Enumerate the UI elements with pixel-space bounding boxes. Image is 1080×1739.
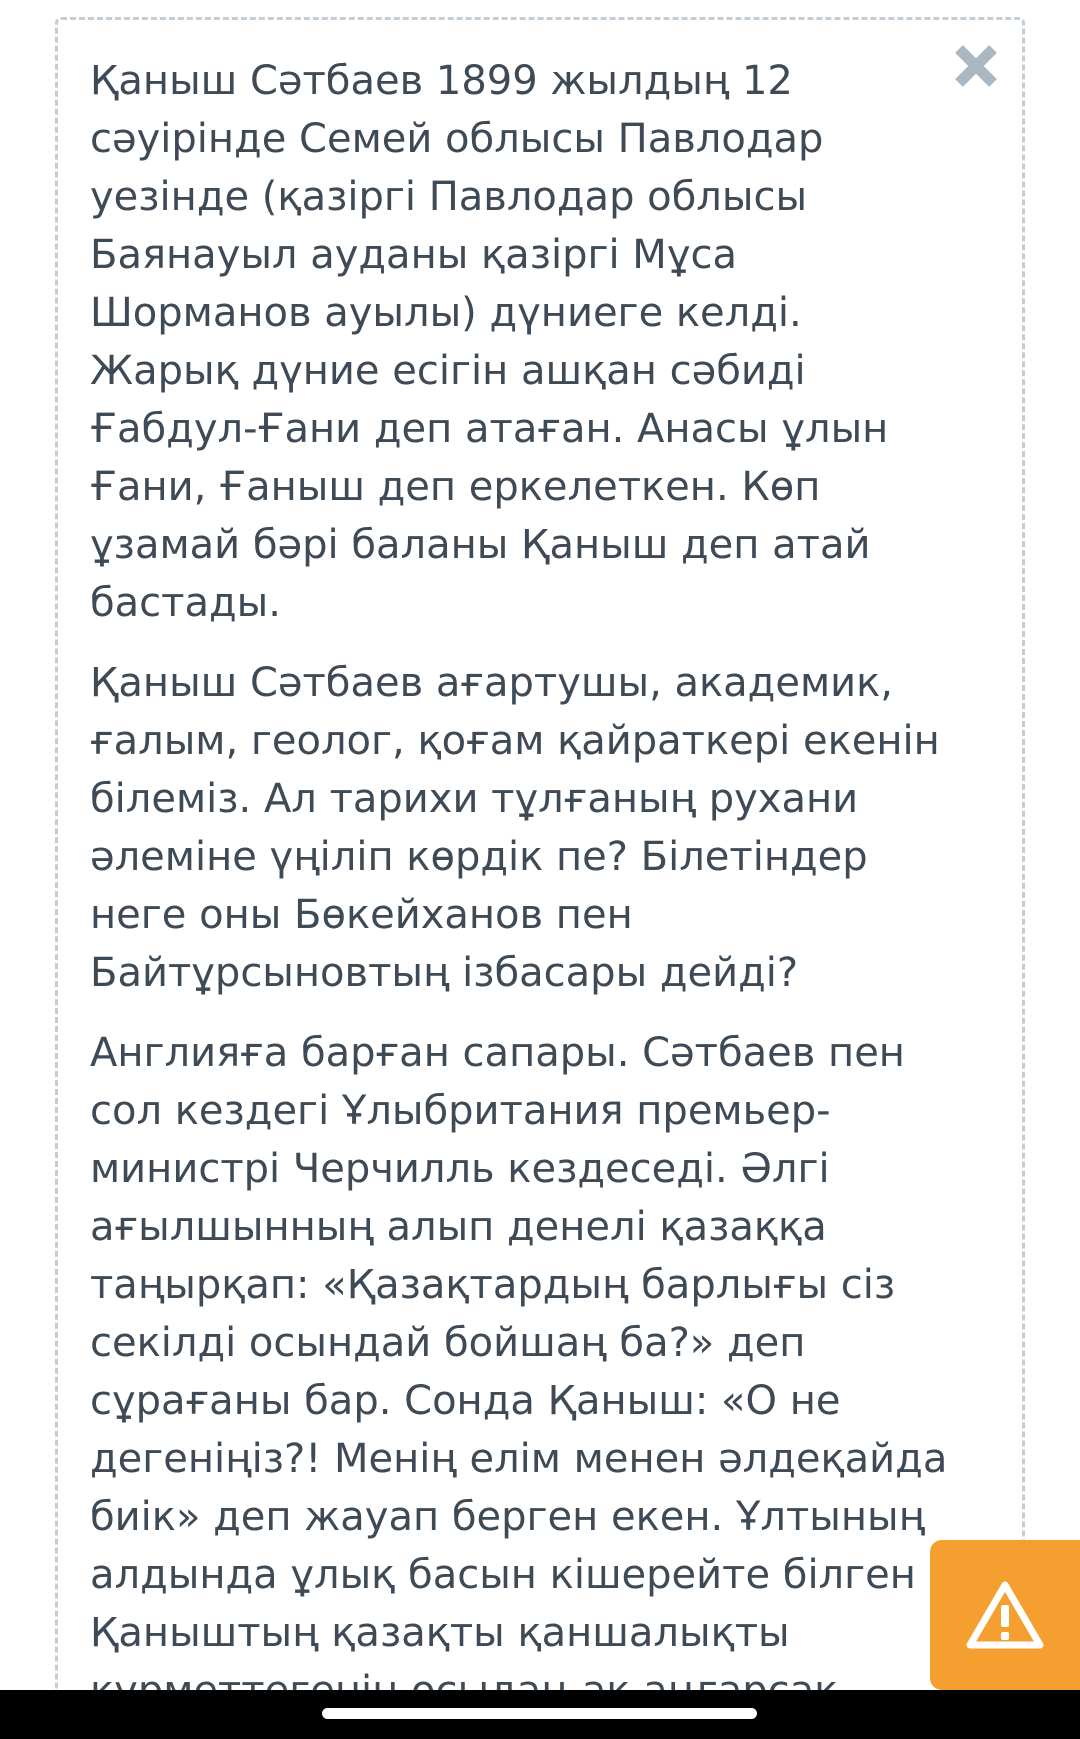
paragraph-england-visit: Англияға барған сапары. Сәтбаев пен сол кездегі Ұлыбритания премьер-министрі Черчилль кездеседі. Әлгі ағылшынның алып денелі қазаққа таңырқап: «Қазақтардың барлығы сіз секілді осындай бойшаң ба?» деп сұрағаны бар. Сонда Қаныш: «О не дегеніңіз?! Менің елім менен әлдеқайда биік» деп жауап берген екен. Ұлтының алдында ұлық басын кішерейте білген Қаныштың қазақты қаншалықты [90,1030,948,1656]
article-content [90,52,960,1737]
home-indicator[interactable] [322,1708,757,1719]
text-card [55,17,1025,1737]
paragraph-birth: Қаныш Сәтбаев 1899 жылдың 12 сәуірінде Семей облысы Павлодар уезінде (қазіргі Павлодар облысы Баянауыл ауданы қазіргі Мұса Шорманов ауылы) дүниеге келді. Жарық дүние есігін ашқан сәбиді Ғабдул-Ғани деп атаған. Анасы ұлын Ғани, Ғаныш деп еркелеткен. Көп ұзамай бәрі баланы Қаныш деп атай бастады. [90,58,889,626]
report-warning-button[interactable] [930,1540,1080,1690]
warning-icon [965,1579,1045,1651]
paragraph-biography: Қаныш Сәтбаев ағартушы, академик, ғалым, геолог, қоғам қайраткері екенін білеміз. Ал тарихи тұлғаның рухани әлеміне үңіліп көрдік пе? Білетіндер неге оны Бөкейханов пен Байтұрсыновтың ізбасары дейді? [90,660,940,996]
